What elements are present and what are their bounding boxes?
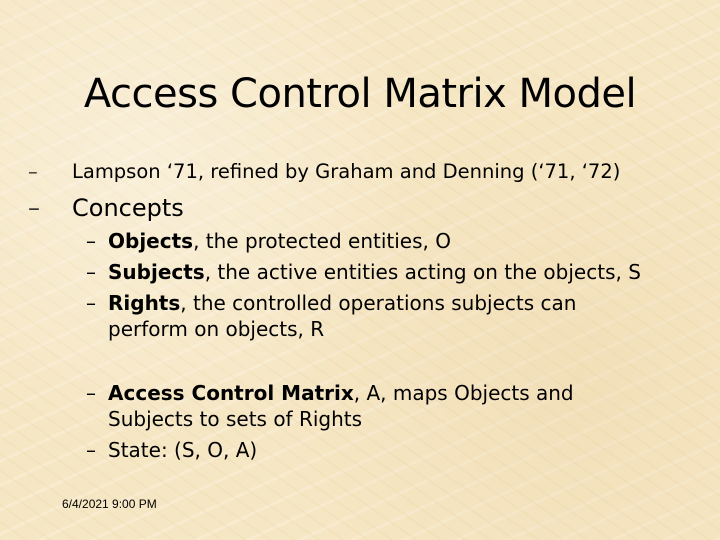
bullet-concepts [28,193,184,223]
sub-bullet-text: , A, maps Objects and [353,381,574,405]
sub-bullet-continuation: Subjects to sets of Rights [108,407,363,431]
bullet-text: Concepts [72,194,184,222]
bullet-lampson [28,159,620,185]
sub-bullet-continuation: perform on objects, R [108,317,325,341]
sub-bullet-term: Access Control Matrix [108,381,354,405]
sub-bullet-dash: – [86,291,96,315]
sub-bullet-subjects [86,259,641,285]
sub-bullet-objects [86,228,451,254]
footer-date: 6/4/2021 9:00 PM [62,497,157,511]
sub-bullet-term: Rights [108,291,181,315]
sub-bullet-dash: – [86,229,96,253]
bullet-dash: – [28,194,40,222]
sub-bullet-dash: – [86,260,96,284]
bullet-dash: – [28,160,38,183]
sub-bullet-term: Objects [108,229,194,253]
sub-bullet-rights [86,290,576,342]
bullet-text: Lampson ‘71, refined by Graham and Denning (‘71, ‘72) [72,160,621,183]
sub-bullet-text: , the protected entities, O [193,229,451,253]
sub-bullet-dash: – [86,381,96,405]
sub-bullet-term: Subjects [108,260,205,284]
sub-bullet-dash: – [86,438,96,462]
sub-bullet-text: State: (S, O, A) [108,438,258,462]
slide-title: Access Control Matrix Model [83,71,637,117]
sub-bullet-text: , the controlled operations subjects can [180,291,577,315]
sub-bullet-access-control-matrix [86,380,574,432]
sub-bullet-text: , the active entities acting on the objects, S [204,260,641,284]
sub-bullet-state [86,437,257,463]
